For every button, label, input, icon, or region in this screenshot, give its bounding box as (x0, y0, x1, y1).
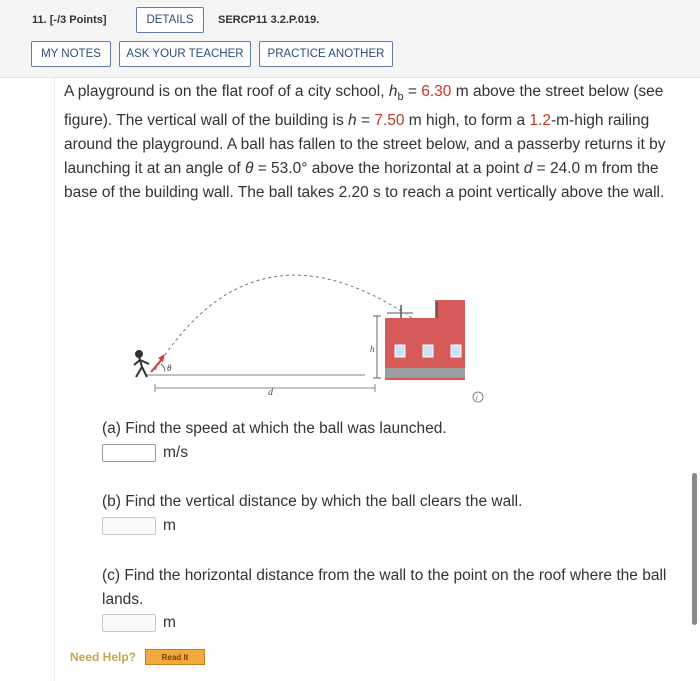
details-button[interactable]: DETAILS (136, 7, 204, 33)
part-a-unit: m/s (163, 444, 188, 461)
landing-distance-input[interactable] (102, 614, 156, 632)
school-building (385, 300, 465, 380)
part-a-question: (a) Find the speed at which the ball was launched. (102, 420, 447, 437)
my-notes-button[interactable]: MY NOTES (31, 41, 111, 67)
part-c-unit: m (163, 614, 176, 631)
theta-label: θ (167, 363, 172, 373)
practice-another-button[interactable]: PRACTICE ANOTHER (259, 41, 393, 67)
question-number: 11. [-/3 Points] (32, 14, 107, 26)
info-icon (473, 392, 483, 402)
part-b-question: (b) Find the vertical distance by which the ball clears the wall. (102, 493, 523, 510)
page-scrollbar[interactable] (692, 473, 697, 625)
problem-code: SERCP11 3.2.P.019. (218, 14, 320, 26)
passerby-figure (134, 351, 149, 377)
ask-teacher-button[interactable]: ASK YOUR TEACHER (119, 41, 251, 67)
clearance-input[interactable] (102, 517, 156, 535)
part-b-unit: m (163, 517, 176, 534)
railing-value: 1.2 (529, 112, 551, 130)
svg-text:i: i (476, 395, 478, 402)
read-it-button[interactable]: Read It (145, 649, 205, 665)
ball-trajectory (155, 275, 415, 370)
part-a-answer (102, 444, 188, 462)
h-label: h (370, 344, 375, 354)
part-b-answer (102, 517, 176, 535)
part-c-answer (102, 614, 176, 632)
h-value: 7.50 (374, 112, 405, 130)
need-help-label: Need Help? (70, 650, 137, 664)
problem-statement: A playground is on the flat roof of a city school, $h_b = 6.30$ m above the street below (see figure). The vertical wall of the building is h = 7.50 m high, to form a 1.2-m-high railing around the playground. A ball has fallen to the street below, and a passerby returns it by launching it at an angle of θ = 53.0° above the horizontal at a point d = 24.0 m from the base of the building wall. The ball takes 2.20 s to reach a point vertically above the wall. (64, 83, 666, 202)
part-c-question: (c) Find the horizontal distance from the wall to the point on the roof where the ball lands. (102, 567, 667, 608)
d-label: d (268, 387, 273, 398)
hb-value: 6.30 (421, 83, 452, 100)
question-header (0, 0, 700, 78)
projectile-figure (125, 250, 495, 410)
angle-arc (161, 364, 165, 372)
speed-input[interactable] (102, 444, 156, 462)
